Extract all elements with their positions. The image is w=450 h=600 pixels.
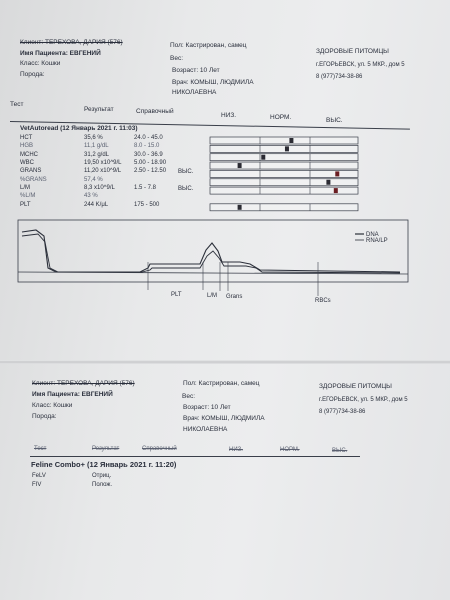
header-divider-2 [30,456,360,457]
row-ref: 175 - 500 [134,201,160,208]
row-ref: 8.0 - 15.0 [134,143,160,150]
clinic-phone-2: 8 (977)734-38-86 [319,409,366,415]
row-test: %L/M [20,193,36,200]
marker-plt: PLT [171,292,182,298]
row-result: 8,3 x10^9/L [84,185,115,192]
col-high-2: ВЫС. [332,448,348,454]
legend-rna: RNA/LP [366,238,388,244]
row-test: %GRANS [20,176,47,183]
doctor-name-b2: НИКОЛАЕВНА [183,426,228,433]
second-test-title: Feline Combo+ (12 Январь 2021 г. 11:20) [31,460,177,469]
col-normal: НОРМ. [270,114,292,121]
fiv-label: FIV [32,482,42,488]
col-normal-2: НОРМ. [280,447,300,453]
client-name: Клиент: ТЕРЕХОВА, ДАРИЯ (576) [20,39,123,46]
run-title: VetAutoread (12 Январь 2021 г. 11:03) [20,125,138,132]
row-ref: 1.5 - 7.8 [134,185,157,192]
patient-age: Возраст: 10 Лет [172,67,220,74]
marker-rbcs: RBCs [315,298,331,304]
row-test: MCHC [20,151,38,158]
row-ref: 2.50 - 12.50 [134,168,167,175]
row-test: HCT [20,135,33,141]
row-result: 11,20 x10^9/L [84,168,122,175]
row-flag: ВЫС. [178,186,194,193]
marker-lm: L/M [207,293,218,299]
col-result-2: Результат [92,446,120,452]
col-low-2: НИЗ. [229,447,243,453]
felv-result: Отриц. [92,473,112,479]
marker-grans: Grans [226,294,243,300]
clinic-name-2: ЗДОРОВЫЕ ПИТОМЦЫ [319,383,392,390]
col-low: НИЗ. [221,112,237,119]
row-test: WBC [20,160,34,167]
patient-weight-2: Вес: [182,393,196,400]
row-result: 43 % [84,193,98,200]
patient-age-2: Возраст: 10 Лет [183,404,231,411]
dna-curve [22,230,400,272]
legend-dna: DNA [366,232,379,238]
col-ref: Справочный [136,108,174,115]
row-test: PLT [20,201,31,208]
felv-label: FeLV [32,473,46,479]
row-flag: ВЫС. [178,169,194,176]
patient-name-2: Имя Пациента: ЕВГЕНИЙ [32,391,113,398]
patient-sex: Пол: Кастрирован, самец [170,42,247,49]
clinic-name: ЗДОРОВЫЕ ПИТОМЦЫ [316,48,389,55]
patient-name: Имя Пациента: ЕВГЕНИЙ [20,50,101,57]
client-name-2: Клиент: ТЕРЕХОВА, ДАРИЯ (576) [32,380,135,387]
row-result: 244 K/μL [84,201,109,208]
col-test: Тест [10,101,24,108]
row-test: HGB [20,143,34,150]
row-test: L/M [20,185,31,192]
row-result: 57,4 % [84,176,103,183]
fiv-result: Полож. [92,482,113,488]
col-high: ВЫС. [326,117,343,124]
patient-class: Класс: Кошки [20,60,61,67]
row-ref: 30.0 - 36.9 [134,151,163,158]
clinic-phone: 8 (977)734-38-86 [316,74,363,80]
col-result: Результат [84,106,114,113]
row-ref: 24.0 - 45.0 [134,135,163,141]
doctor-name: Врач: КОМЫШ, ЛЮДМИЛА [172,79,254,86]
patient-breed-2: Порода: [32,413,57,420]
patient-weight: Вес: [170,55,184,62]
col-ref-2: Справочный [142,446,177,452]
paper-fold [0,360,450,364]
patient-sex-2: Пол: Кастрирован, самец [183,380,260,387]
row-result: 19,50 x10^9/L [84,160,122,167]
row-test: GRANS [20,168,42,175]
row-result: 31,2 g/dL [84,151,110,158]
col-test-2: Тест [34,446,47,452]
clinic-address-2: г.ЕГОРЬЕВСК, ул. 5 МКР., дом 5 [319,397,408,403]
patient-class-2: Класс: Кошки [32,402,73,409]
row-result: 35,6 % [84,135,103,141]
patient-breed: Порода: [20,71,45,78]
doctor-name-2: НИКОЛАЕВНА [172,89,217,96]
row-ref: 5.00 - 18.90 [134,160,167,167]
row-result: 11,1 g/dL [84,143,109,150]
clinic-address: г.ЕГОРЬЕВСК, ул. 5 МКР., дом 5 [316,62,405,68]
rna-curve [22,234,400,273]
doctor-name-b: Врач: КОМЫШ, ЛЮДМИЛА [183,415,265,422]
